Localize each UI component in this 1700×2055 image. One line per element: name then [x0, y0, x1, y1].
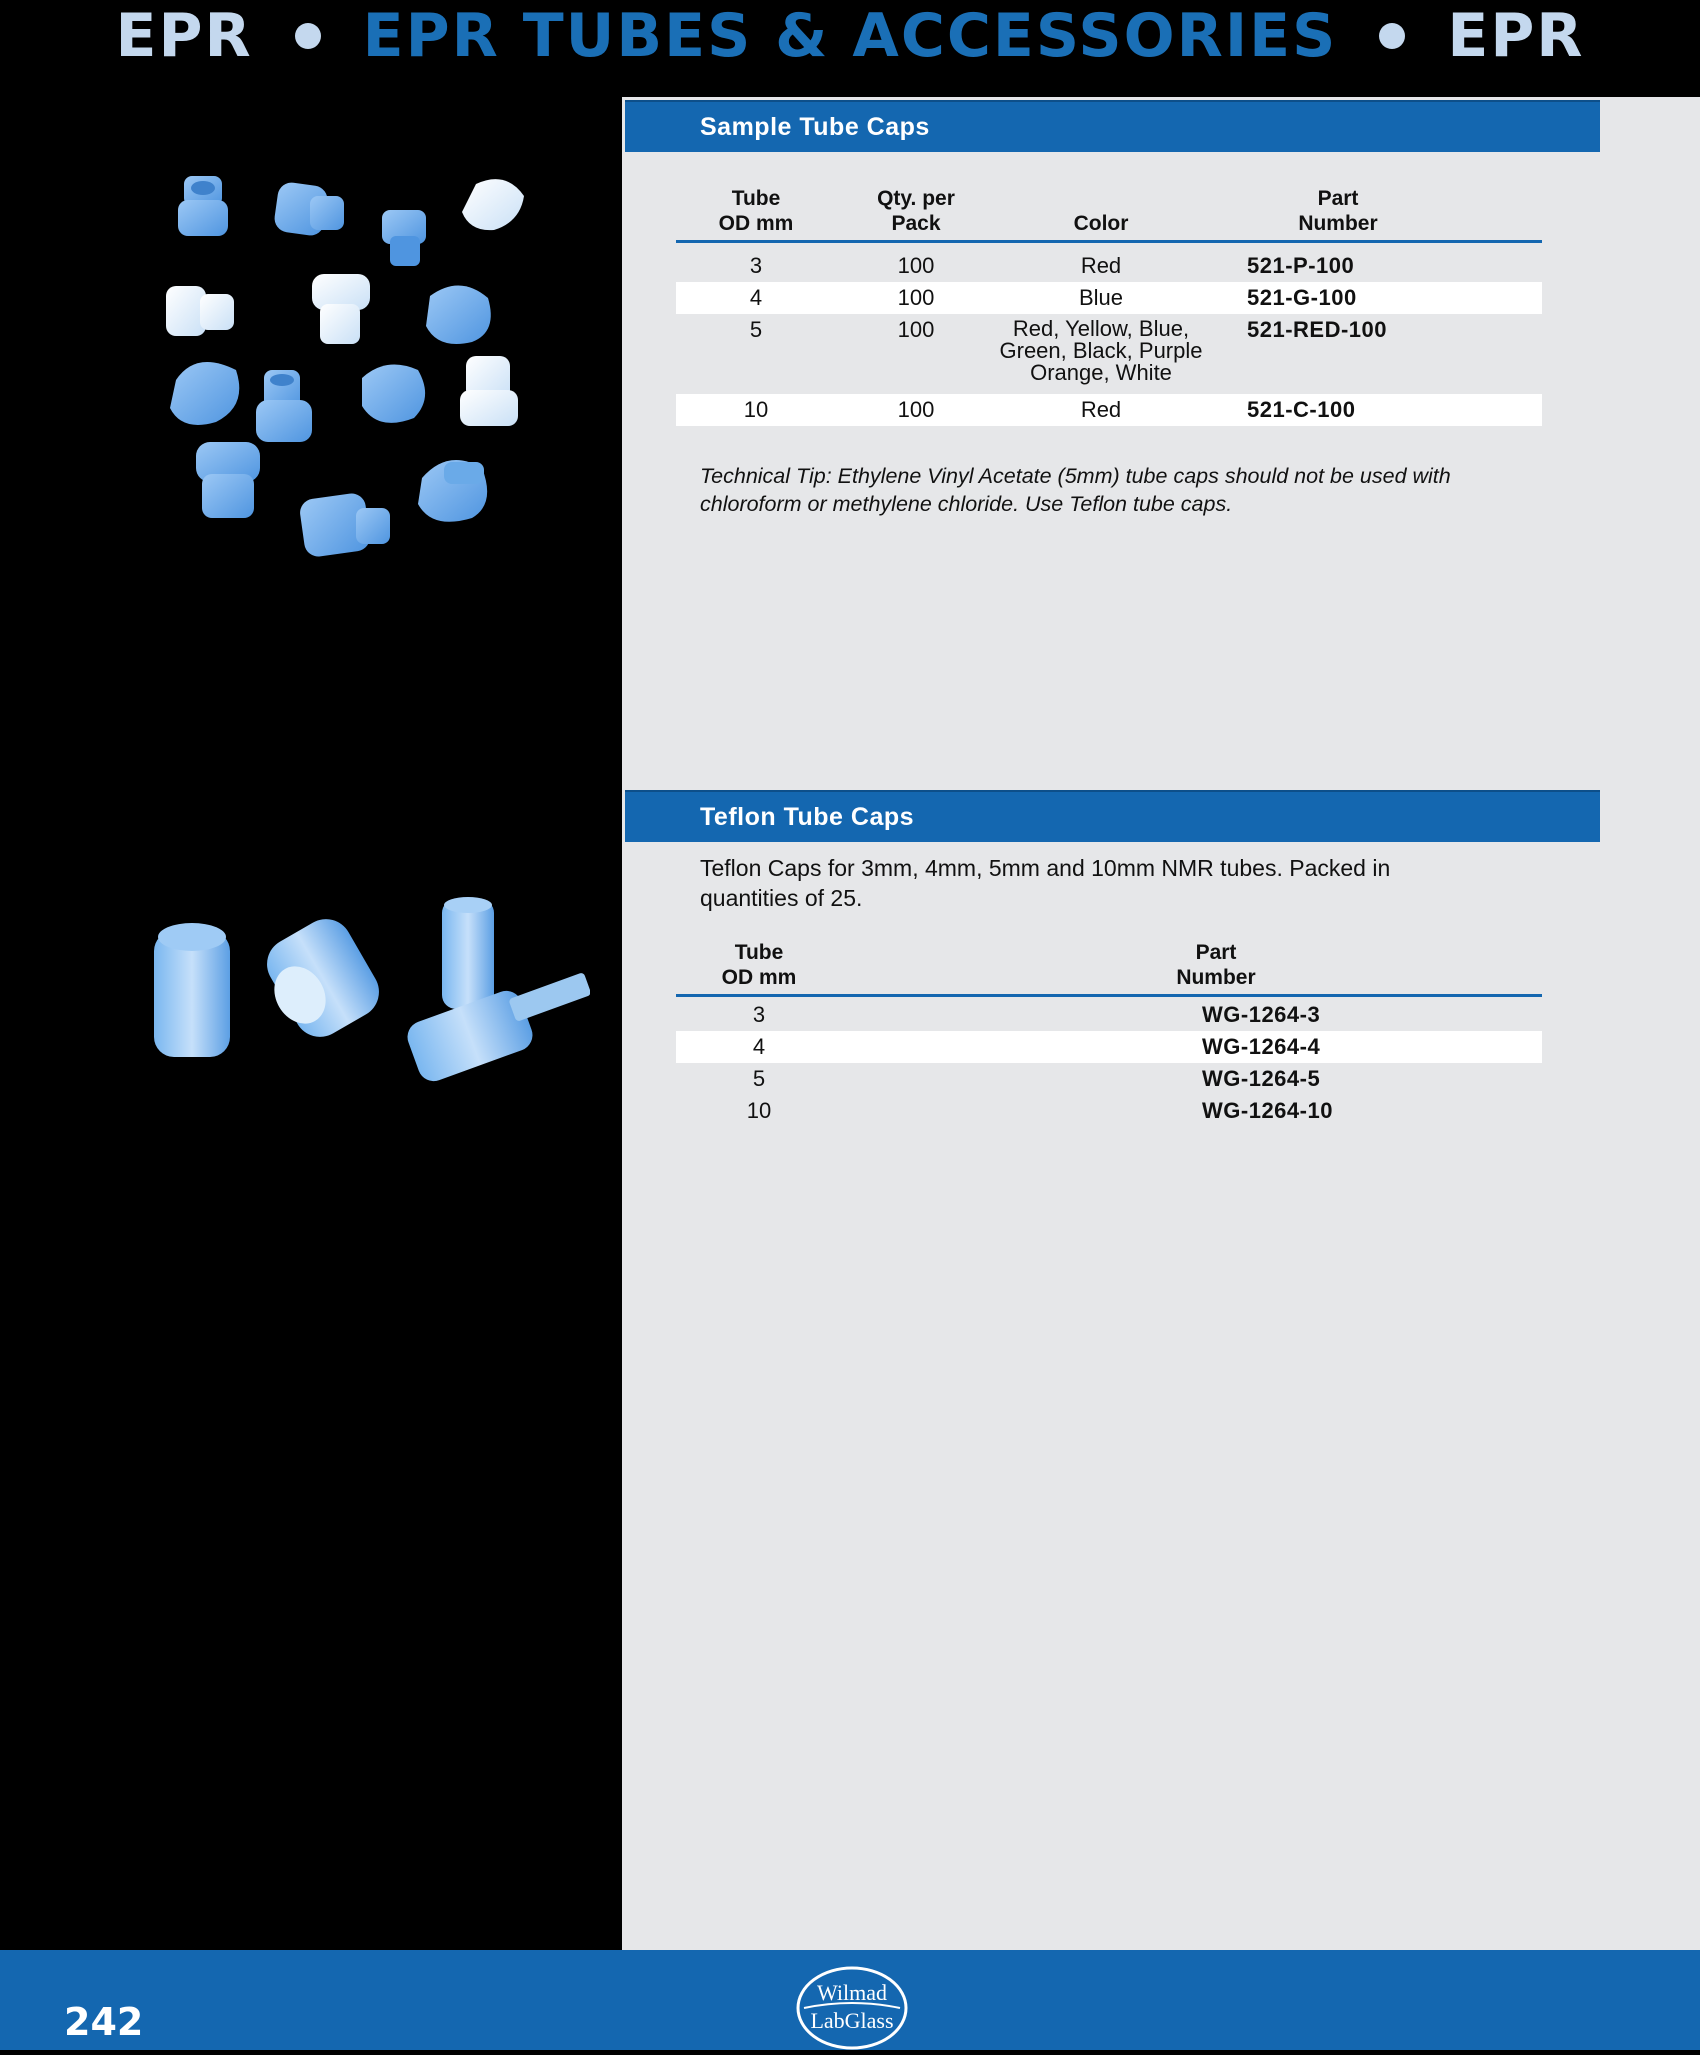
teflon-description-line1: Teflon Caps for 3mm, 4mm, 5mm and 10mm NMR tubes. Packed in — [700, 855, 1391, 881]
table-row — [676, 999, 1542, 1031]
cell-od: 5 — [752, 1066, 766, 1091]
section-title-sample-caps: Sample Tube Caps — [625, 100, 1600, 152]
table-row — [676, 314, 1542, 394]
header-part-line2: Number — [1298, 212, 1378, 235]
page-footer — [0, 1950, 1700, 2050]
teflon-caps-table — [676, 930, 1542, 1127]
teflon-description-line2: quantities of 25. — [700, 885, 863, 911]
cell-part: 521-C-100 — [1247, 397, 1356, 422]
cap-icon — [166, 176, 524, 558]
teflon-description — [700, 853, 1500, 913]
cell-part: WG-1264-4 — [1202, 1034, 1321, 1059]
cell-qty: 100 — [897, 317, 935, 342]
cell-od: 3 — [749, 253, 763, 278]
logo-line1: Wilmad — [817, 1980, 887, 2005]
cell-color — [976, 318, 1226, 384]
header-tube-od-line2: OD mm — [721, 966, 797, 989]
header-part-line2: Number — [1176, 966, 1256, 989]
header-color-line1: Color — [1073, 212, 1129, 235]
technical-tip-line2: chloroform or methylene chloride. Use Teflon tube caps. — [700, 492, 1233, 516]
cell-part: WG-1264-10 — [1202, 1098, 1333, 1123]
page-number: 242 — [64, 2000, 144, 2044]
header-part-line1: Part — [1195, 941, 1237, 964]
cell-od: 10 — [746, 1098, 772, 1123]
section-title-teflon-caps: Teflon Tube Caps — [625, 790, 1600, 842]
header-tube-od — [716, 940, 802, 990]
cell-part: 521-G-100 — [1247, 285, 1357, 310]
technical-tip — [700, 462, 1520, 518]
table-row — [676, 1031, 1542, 1063]
teflon-cap-icon — [154, 897, 590, 1086]
cell-od: 4 — [749, 285, 763, 310]
header-left-label: EPR — [115, 1, 253, 71]
table-row — [676, 250, 1542, 282]
teflon-caps-table-header — [676, 930, 1542, 997]
cell-color-line2: Green, Black, Purple — [999, 338, 1203, 363]
table-row — [676, 1063, 1542, 1095]
wilmad-labglass-logo — [796, 1964, 908, 2050]
cell-od: 4 — [752, 1034, 766, 1059]
header-color — [976, 211, 1226, 236]
technical-tip-line1: Technical Tip: Ethylene Vinyl Acetate (5mm) tube caps should not be used with — [700, 464, 1451, 488]
logo-emblem-icon — [796, 1964, 908, 2050]
header-part — [1136, 940, 1296, 990]
header-qty — [856, 186, 976, 236]
table-row — [676, 282, 1542, 314]
header-bullet-right — [1379, 23, 1405, 49]
header-right-label: EPR — [1447, 1, 1585, 71]
cell-od: 5 — [749, 317, 763, 342]
logo-line2: LabGlass — [810, 2008, 894, 2033]
cell-part: 521-RED-100 — [1247, 317, 1388, 342]
cell-color-line3: Orange, White — [1030, 360, 1172, 385]
cell-color: Red — [1080, 397, 1122, 422]
teflon-tube-caps-photo — [150, 895, 590, 1105]
cell-od: 10 — [743, 397, 769, 422]
header-tube-od-line2: OD mm — [718, 212, 794, 235]
header-tube-od-line1: Tube — [734, 941, 784, 964]
page-header — [0, 0, 1700, 72]
table-row — [676, 1095, 1542, 1127]
cell-qty: 100 — [897, 253, 935, 278]
cell-color: Red — [1080, 253, 1122, 278]
sample-tube-caps-photo — [160, 170, 560, 590]
header-qty-line1: Qty. per — [877, 187, 955, 210]
header-tube-od — [716, 186, 796, 236]
sample-caps-table-header — [676, 176, 1542, 243]
header-part-line1: Part — [1317, 187, 1359, 210]
cell-qty: 100 — [897, 397, 935, 422]
header-tube-od-line1: Tube — [731, 187, 781, 210]
table-row — [676, 394, 1542, 426]
header-part — [1248, 186, 1428, 236]
header-bullet-left — [295, 23, 321, 49]
cell-part: WG-1264-5 — [1202, 1066, 1321, 1091]
sample-caps-table — [676, 176, 1542, 426]
header-title: EPR TUBES & ACCESSORIES — [362, 1, 1338, 71]
cell-part: WG-1264-3 — [1202, 1002, 1321, 1027]
cell-color: Blue — [1078, 285, 1124, 310]
cell-od: 3 — [752, 1002, 766, 1027]
cell-qty: 100 — [897, 285, 935, 310]
cell-part: 521-P-100 — [1247, 253, 1355, 278]
cell-color-line1: Red, Yellow, Blue, — [1012, 316, 1190, 341]
header-qty-line2: Pack — [891, 212, 941, 235]
